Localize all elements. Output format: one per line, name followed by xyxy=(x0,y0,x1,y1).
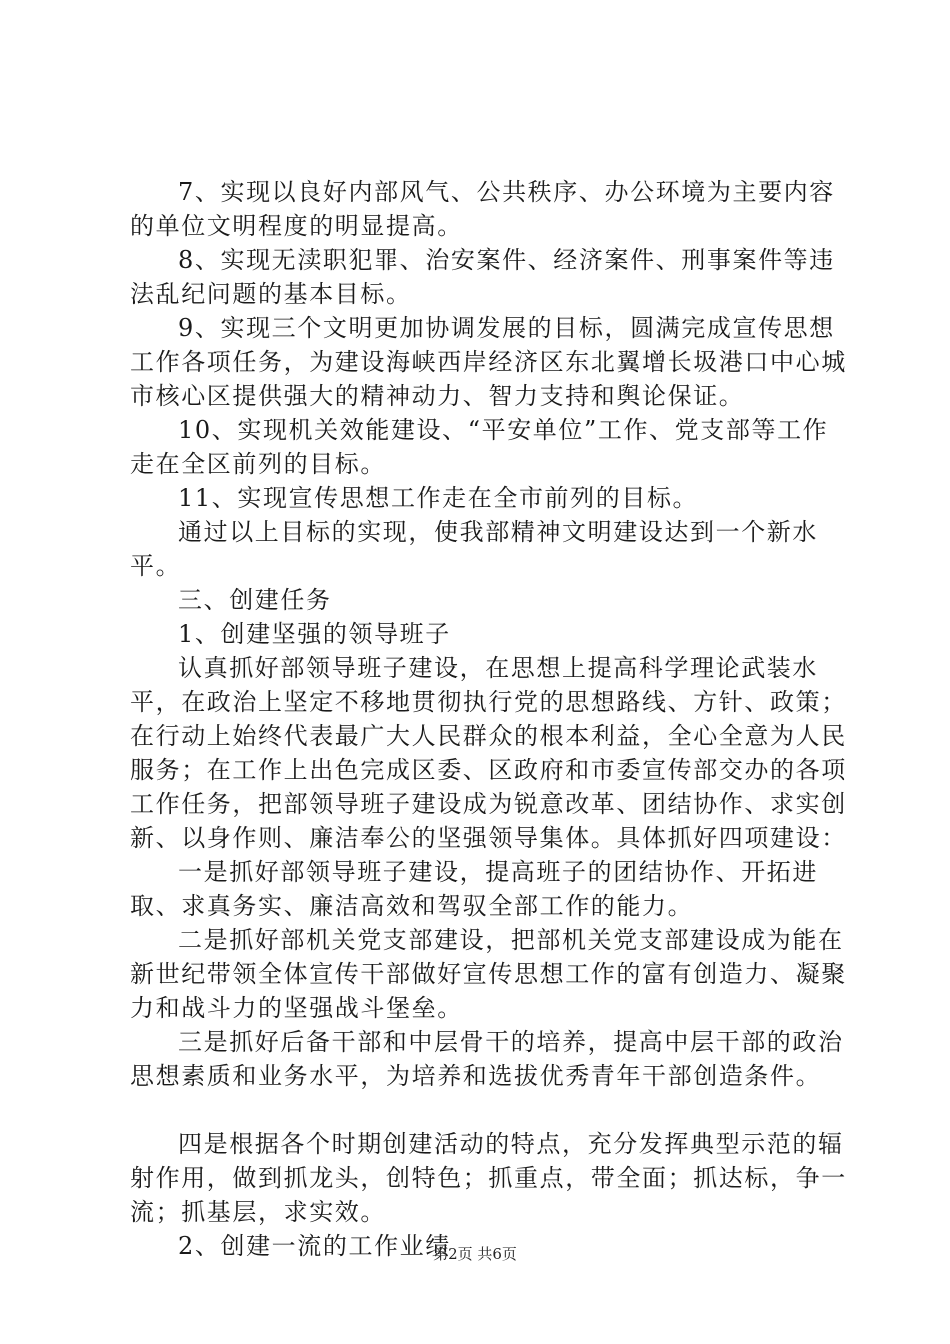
document-body xyxy=(130,175,850,1263)
paragraph-goal-10: 10、实现机关效能建设、“平安单位”工作、党支部等工作走在全区前列的目标。 xyxy=(130,416,829,478)
paragraph-summary: 通过以上目标的实现，使我部精神文明建设达到一个新水平。 xyxy=(130,518,818,580)
paragraph-goal-8: 8、实现无渎职犯罪、治安案件、经济案件、刑事案件等违法乱纪问题的基本目标。 xyxy=(130,246,835,308)
section-heading-tasks: 三、创建任务 xyxy=(178,586,332,614)
subheading-performance: 2、创建一流的工作业绩 xyxy=(178,1232,451,1260)
paragraph-goal-9: 9、实现三个文明更加协调发展的目标，圆满完成宣传思想工作各项任务，为建设海峡西岸经济区东北翼增长圾港口中心城市核心区提供强大的精神动力、智力支持和舆论保证。 xyxy=(130,314,847,410)
paragraph-goal-7: 7、实现以良好内部风气、公共秩序、办公环境为主要内容的单位文明程度的明显提高。 xyxy=(130,178,835,240)
paragraph-goal-11: 11、实现宣传思想工作走在全市前列的目标。 xyxy=(178,484,699,512)
subheading-leadership: 1、创建坚强的领导班子 xyxy=(178,620,451,648)
paragraph-leadership: 认真抓好部领导班子建设，在思想上提高科学理论武装水平，在政治上坚定不移地贯彻执行党的思想路线、方针、政策；在行动上始终代表最广大人民群众的根本利益，全心全意为人民服务；在工作上出色完成区委、区政府和市委宣传部交办的各项工作任务，把部领导班子建设成为锐意改革、团结协作、求实创新、以身作则、廉洁奉公的坚强领导集体。具体抓好四项建设： xyxy=(130,654,847,852)
paragraph-point-1: 一是抓好部领导班子建设，提高班子的团结协作、开拓进取、求真务实、廉洁高效和驾驭全部工作的能力。 xyxy=(130,858,818,920)
paragraph-point-3: 三是抓好后备干部和中层骨干的培养，提高中层干部的政治思想素质和业务水平，为培养和选拔优秀青年干部创造条件。 xyxy=(130,1028,844,1090)
paragraph-point-2: 二是抓好部机关党支部建设，把部机关党支部建设成为能在新世纪带领全体宣传干部做好宣传思想工作的富有创造力、凝聚力和战斗力的坚强战斗堡垒。 xyxy=(130,926,847,1022)
blank-line xyxy=(130,1093,850,1127)
paragraph-point-4: 四是根据各个时期创建活动的特点，充分发挥典型示范的辐射作用，做到抓龙头，创特色；抓重点，带全面；抓达标，争一流；抓基层，求实效。 xyxy=(130,1130,847,1226)
page-footer: 第2页 共6页 xyxy=(433,1245,517,1263)
